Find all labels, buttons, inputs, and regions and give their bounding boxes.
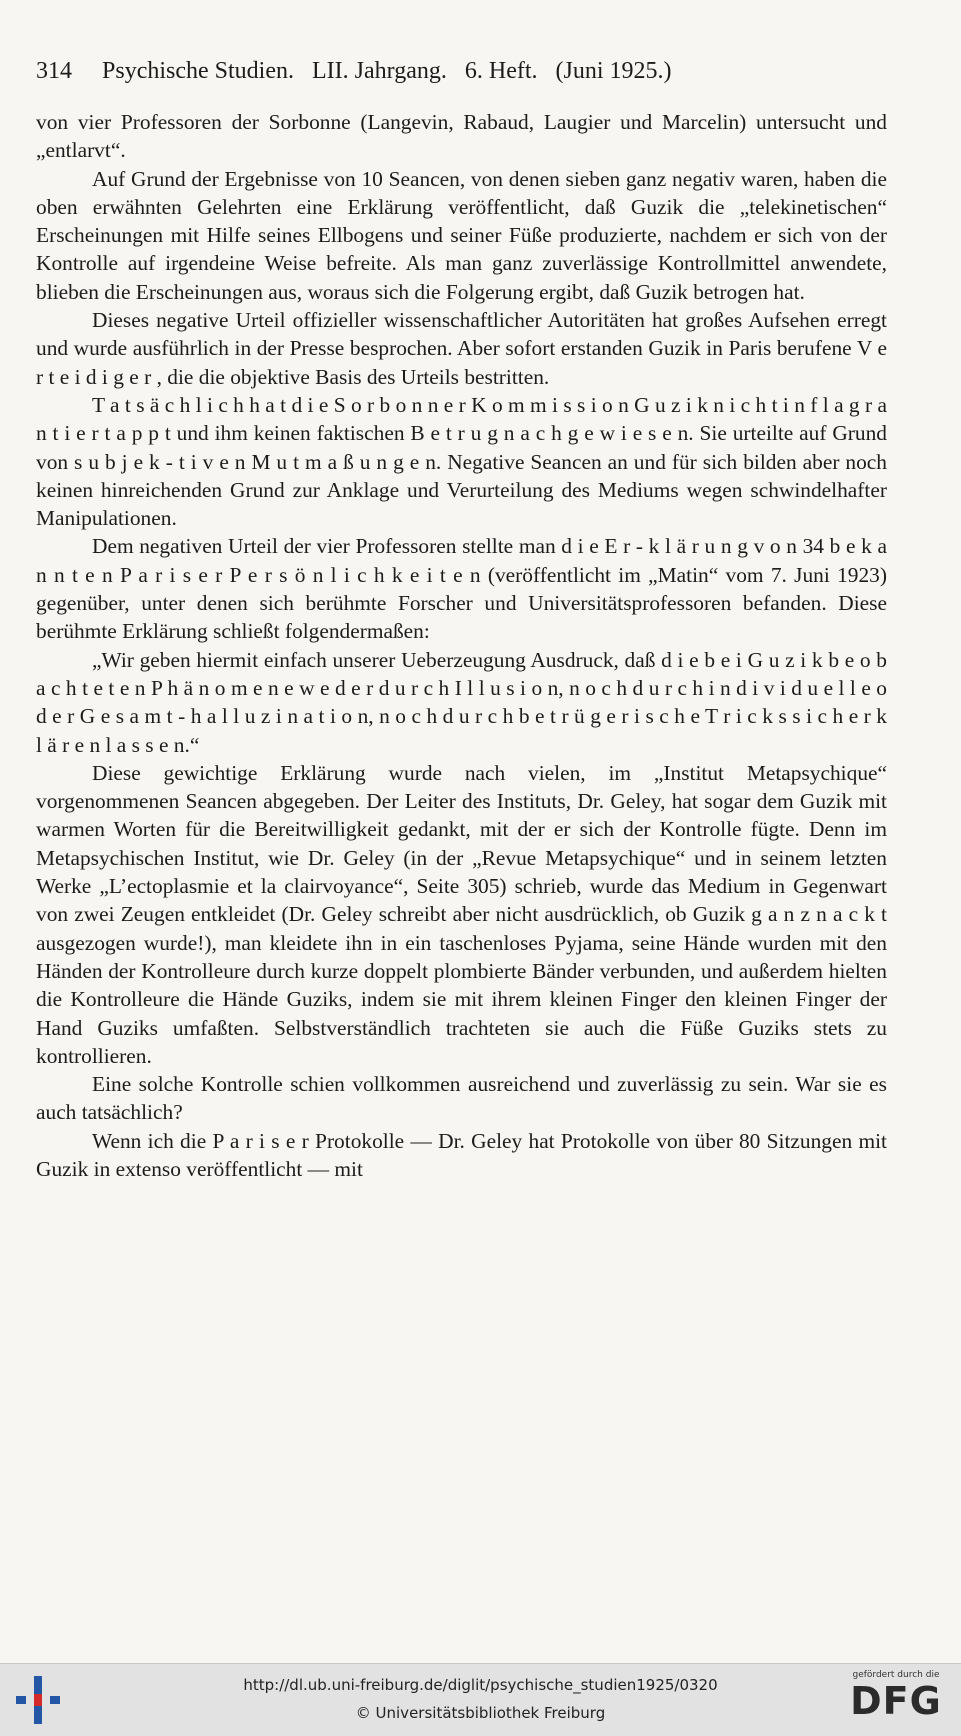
dfg-tagline: gefördert durch die (852, 1670, 940, 1680)
paragraph: Diese gewichtige Erklärung wurde nach vielen, im „Institut Metapsychique“ vorgenommenen Seancen abgegeben. Der Leiter des Instituts, Dr. Geley, hat sogar dem Guzik mit warmen Worten für die Bereitwilligkeit gedankt, mit der er sich der Kontrolle fügte. Denn im Metapsychischen Institut, wie Dr. Geley (in der „Revue Metapsychique“ und in seinem letzten Werke „L’ectoplasmie et la clairvoyance“, Seite 305) schrieb, wurde das Medium in Gegenwart von zwei Zeugen entkleidet (Dr. Geley schreibt aber nicht ausdrücklich, ob Guzik g a n z n a c k t ausgezogen wurde!), man kleidete ihn in ein taschenloses Pyjama, seine Hände wurden mit den Händen der Kontrolleure durch kurze doppelt plombierte Bänder verbunden, und außerdem hielten die Kontrolleure die Hände Guziks, indem sie mit ihrem kleinen Finger den kleinen Finger der Hand Guziks umfaßten. Selbstverständlich trachteten sie auch die Füße Guziks stets zu kontrollieren. (36, 760, 887, 1068)
paragraph: T a t s ä c h l i c h h a t d i e S o r b o n n e r K o m m i s s i o n G u z i k n i c h t i n f l a g r a n t i e r t a p p t und ihm keinen faktischen B e t r u g n a c h g e w i e s e n. Sie urteilte auf Grund von s u b j e k - t i v e n M u t m a ß u n g e n. Negative Seancen an und für sich bilden aber noch keinen hinreichenden Grund zur Anklage und Verurteilung des Mediums wegen schwindelhafter Manipulationen. (36, 392, 887, 531)
volume-label: LII. Jahrgang. (312, 58, 447, 84)
dfg-wordmark: DFG (850, 1679, 942, 1723)
copyright-notice: © Universitätsbibliothek Freiburg (355, 1704, 606, 1722)
source-url[interactable]: http://dl.ub.uni-freiburg.de/diglit/psychische_studien1925/0320 (243, 1676, 718, 1694)
running-head (36, 58, 896, 85)
paragraph: Eine solche Kontrolle schien vollkommen ausreichend und zuverlässig zu sein. War sie es auch tatsächlich? (36, 1072, 887, 1125)
paragraph: von vier Professoren der Sorbonne (Langevin, Rabaud, Laugier und Marcelin) untersucht und „entlarvt“. (36, 110, 887, 163)
issue-date: (Juni 1925.) (555, 58, 672, 84)
paragraph: Wenn ich die P a r i s e r Protokolle — Dr. Geley hat Protokolle von über 80 Sitzungen mit Guzik in extenso veröffentlicht — mit (36, 1128, 887, 1181)
issue-label: 6. Heft. (464, 58, 538, 84)
paragraph: Auf Grund der Ergebnisse von 10 Seancen, von denen sieben ganz negativ waren, haben die oben erwähnten Gelehrten eine Erklärung veröffentlicht, daß Guzik die „telekinetischen“ Erscheinungen mit Hilfe seines Ellbogens und seiner Füße produzierte, nachdem er sich von der Kontrolle auf irgendeine Weise befreite. Als man ganz zuverlässige Kontrollmittel anwendete, blieben die Erscheinungen aus, woraus sich die Folgerung ergibt, daß Guzik betrogen hat. (36, 166, 887, 304)
quoted-declaration: „Wir geben hiermit einfach unserer Ueberzeugung Ausdruck, daß d i e b e i G u z i k b e o b a c h t e t e n P h ä n o m e n e w e d e r d u r c h I l l u s i o n, n o c h d u r c h i n d i v i d u e l l e o d e r G e s a m t - h a l l u z i n a t i o n, n o c h d u r c h b e t r ü g e r i s c h e T r i c k s s i c h e r k l ä r e n l a s s e n.“ (36, 647, 887, 757)
body-text (36, 108, 887, 1183)
page-number: 314 (36, 58, 72, 84)
paragraph: Dieses negative Urteil offizieller wissenschaftlicher Autoritäten hat großes Aufsehen erregt und wurde ausführlich in der Presse besprochen. Aber sofort erstanden Guzik in Paris berufene V e r t e i d i g e r , die die objektive Basis des Urteils bestritten. (36, 308, 887, 389)
dfg-logo (841, 1670, 951, 1722)
digitization-footer (0, 1663, 961, 1736)
paragraph: Dem negativen Urteil der vier Professoren stellte man d i e E r - k l ä r u n g v o n 34 b e k a n n t e n P a r i s e r P e r s ö n l i c h k e i t e n (veröffentlicht im „Matin“ vom 7. Juni 1923) gegenüber, unter denen sich berühmte Forscher und Universitätsprofessoren befanden. Diese berühmte Erklärung schließt folgendermaßen: (36, 534, 887, 644)
journal-title: Psychische Studien. (102, 58, 294, 84)
